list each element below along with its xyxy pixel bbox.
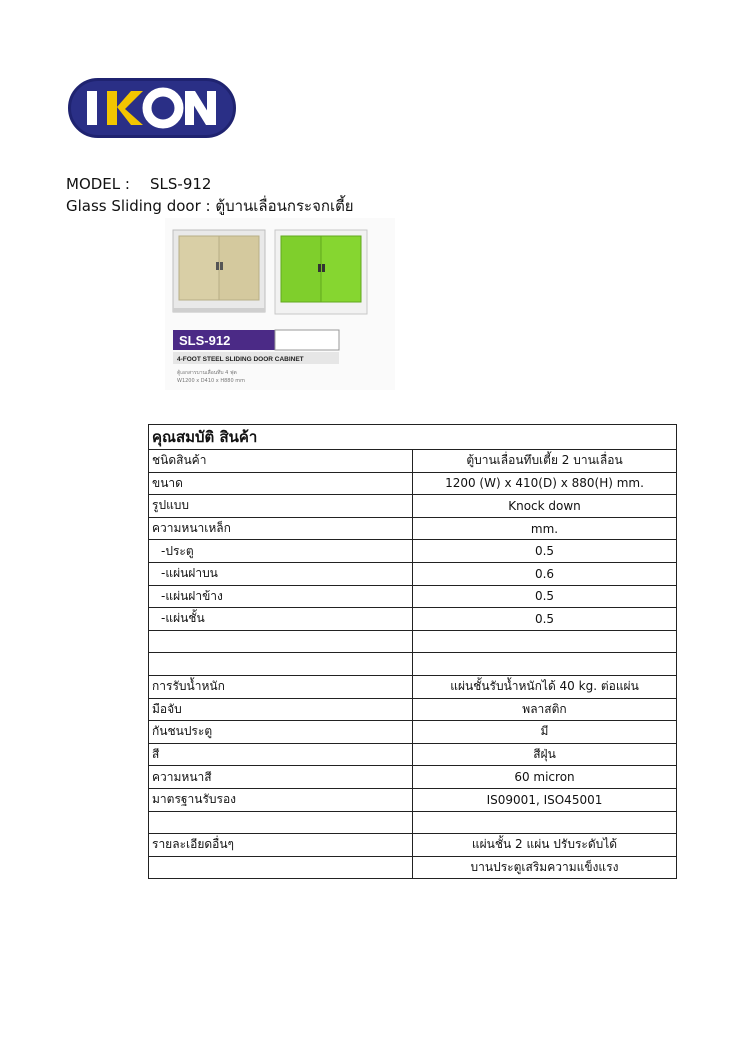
row-value [413,653,677,676]
table-row [149,495,677,518]
ikon-logo [68,78,236,138]
table-row [149,766,677,789]
row-value: บานประตูเสริมความแข็งแรง [413,856,677,879]
table-row [149,834,677,857]
table-row [149,698,677,721]
row-label: -แผ่นฝาข้าง [149,585,413,608]
table-row [149,472,677,495]
row-label: ชนิดสินค้า [149,450,413,473]
product-image-art [165,218,395,390]
row-label: มาตรฐานรับรอง [149,788,413,811]
row-label: กันชนประตู [149,721,413,744]
product-subtitle: Glass Sliding door : ตู้บานเลื่อนกระจกเตี้ย [66,197,354,215]
table-row [149,630,677,653]
row-label [149,856,413,879]
row-value: พลาสติก [413,698,677,721]
row-label: -ประตู [149,540,413,563]
table-row [149,517,677,540]
row-label: ความหนาเหล็ก [149,517,413,540]
row-label [149,630,413,653]
row-label: -แผ่นฝาบน [149,562,413,585]
row-value: สีฝุ่น [413,743,677,766]
table-row [149,856,677,879]
table-row [149,721,677,744]
row-label: ความหนาสี [149,766,413,789]
table-row [149,653,677,676]
row-value: 60 micron [413,766,677,789]
row-label: รายละเอียดอื่นๆ [149,834,413,857]
table-row [149,562,677,585]
row-value: 0.5 [413,608,677,631]
ikon-logo-mark [77,85,227,131]
table-row [149,788,677,811]
product-image [165,218,395,390]
row-label [149,653,413,676]
row-value: mm. [413,517,677,540]
row-value: 1200 (W) x 410(D) x 880(H) mm. [413,472,677,495]
model-line [66,174,211,194]
row-value: Knock down [413,495,677,518]
table-row [149,450,677,473]
table-row [149,811,677,834]
row-label: ขนาด [149,472,413,495]
row-label: สี [149,743,413,766]
table-row [149,675,677,698]
row-label [149,811,413,834]
model-label: MODEL : [66,175,130,193]
table-row [149,608,677,631]
table-row [149,743,677,766]
image-caption: 4-FOOT STEEL SLIDING DOOR CABINET [177,356,304,363]
row-value: 0.6 [413,562,677,585]
row-value: IS09001, ISO45001 [413,788,677,811]
image-sub-caption-1: ตู้เอกสารบานเลื่อนทึบ 4 ฟุต [177,370,237,376]
table-row [149,585,677,608]
row-label: รูปแบบ [149,495,413,518]
badge-text: SLS-912 [179,333,231,348]
row-value: แผ่นชั้น 2 แผ่น ปรับระดับได้ [413,834,677,857]
image-sub-caption-2: W1200 x D410 x H880 mm [177,378,245,384]
row-label: -แผ่นชั้น [149,608,413,631]
spec-table [148,424,677,879]
table-title: คุณสมบัติ สินค้า [149,425,677,450]
row-value: มี [413,721,677,744]
row-label: มือจับ [149,698,413,721]
row-value: 0.5 [413,585,677,608]
table-title-row [149,425,677,450]
row-label: การรับน้ำหนัก [149,675,413,698]
row-value: 0.5 [413,540,677,563]
table-row [149,540,677,563]
model-value: SLS-912 [150,175,212,193]
row-value: แผ่นชั้นรับน้ำหนักได้ 40 kg. ต่อแผ่น [413,675,677,698]
row-value: ตู้บานเลื่อนทึบเตี้ย 2 บานเลื่อน [413,450,677,473]
row-value [413,811,677,834]
row-value [413,630,677,653]
